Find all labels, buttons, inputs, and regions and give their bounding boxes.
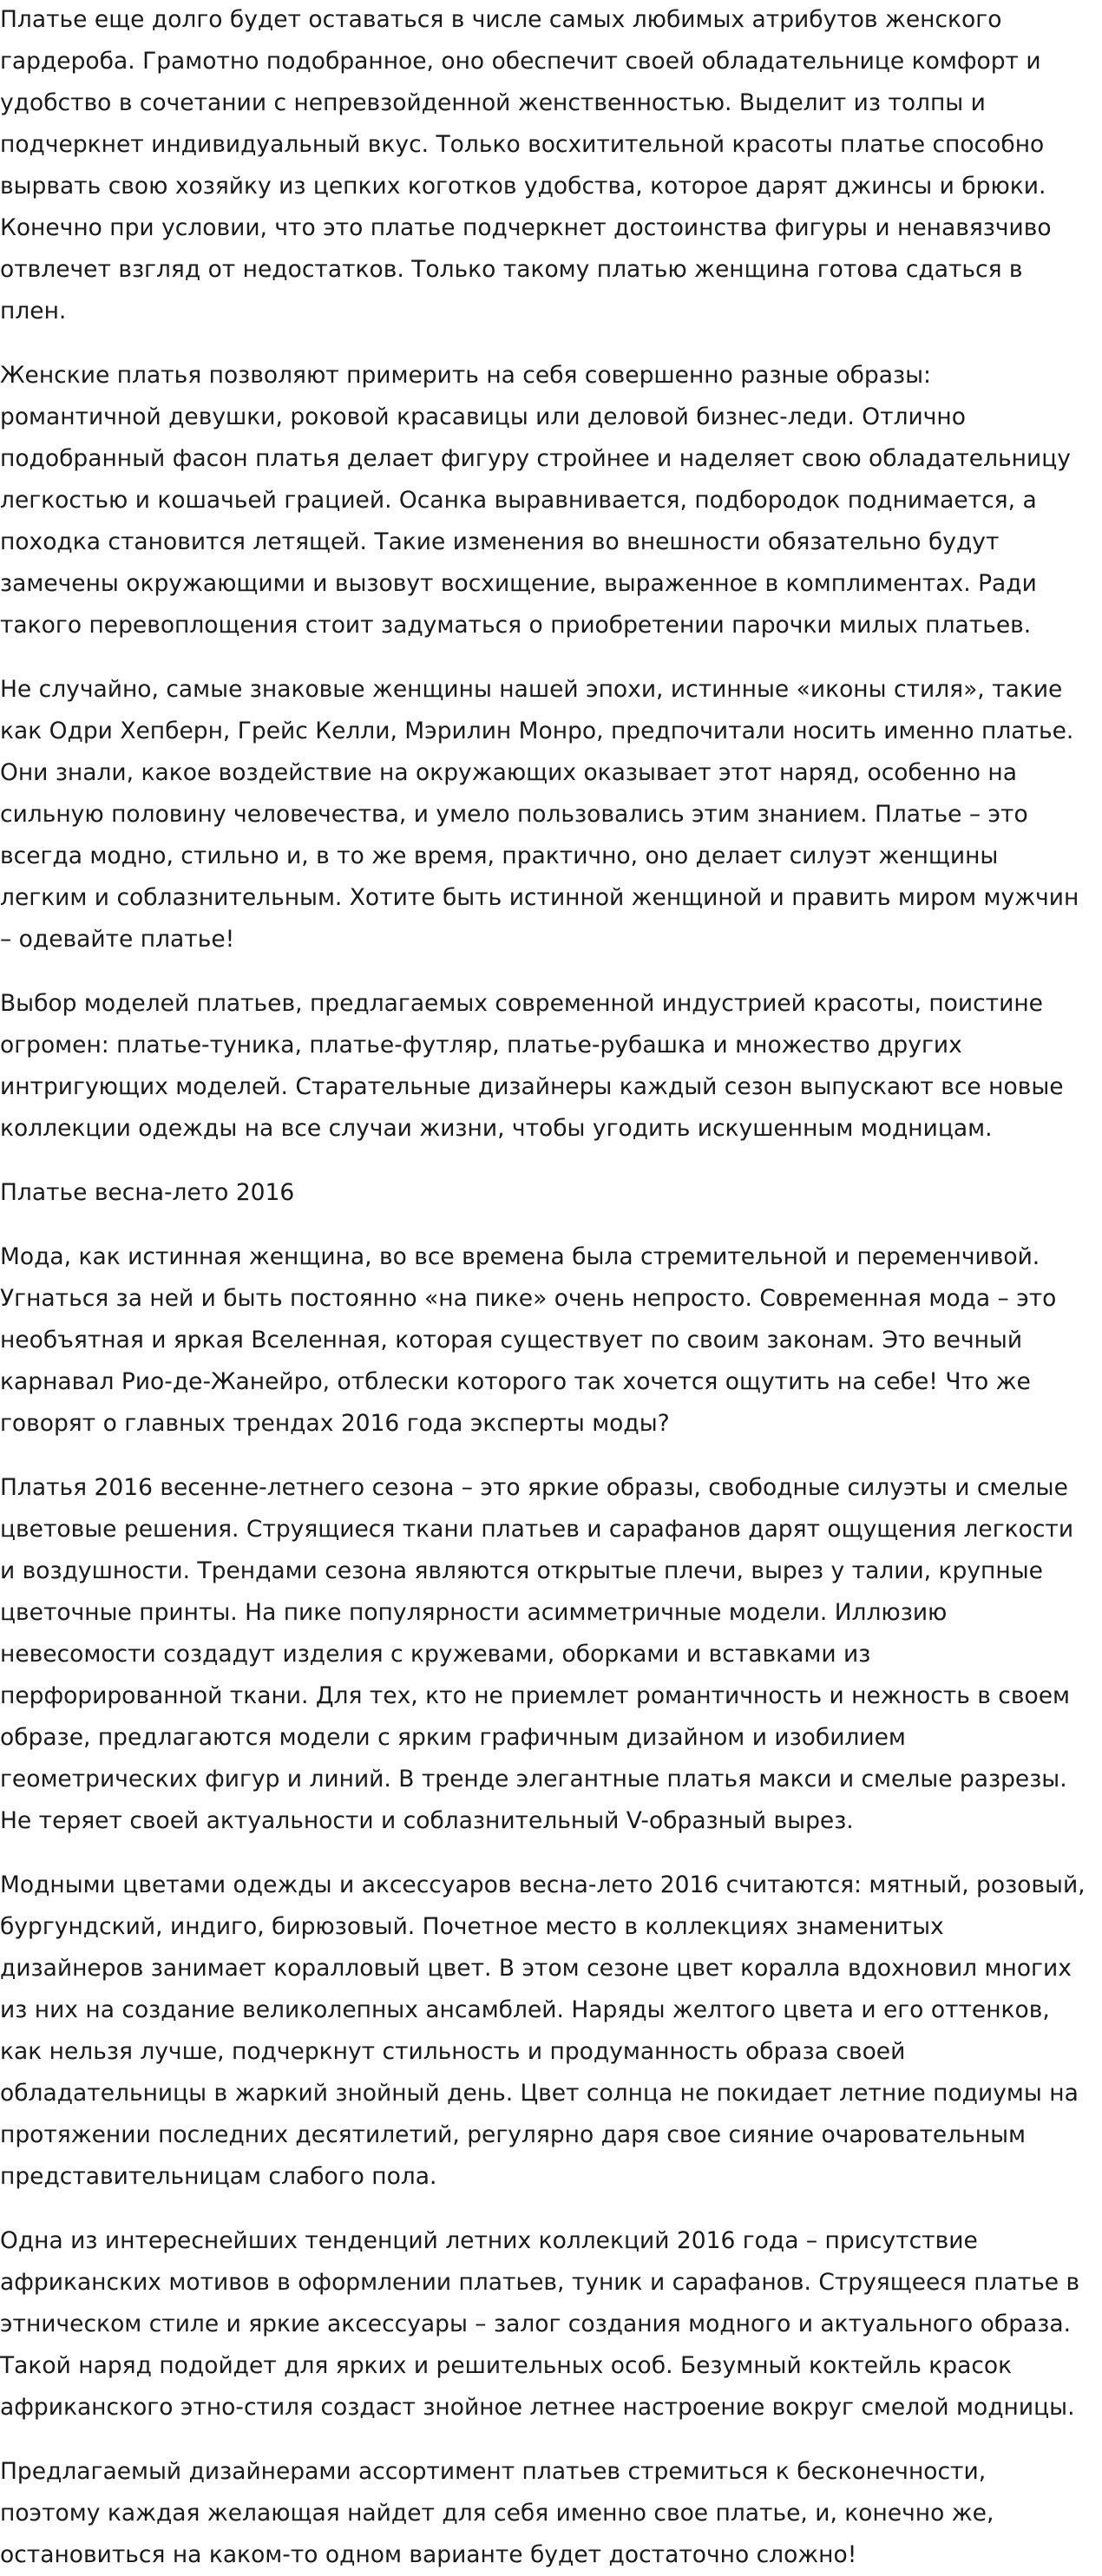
paragraph-colors: Модными цветами одежды и аксессуаров весна-лето 2016 считаются: мятный, розовый, бургундский, индиго, бирюзовый. Почетное место в коллекциях знаменитых дизайнеров занимает коралловый цвет. В этом сезоне цвет коралла вдохновил многих из них на создание великолепных ансамблей. Наряды желтого цвета и его оттенков, как нельзя лучше, подчеркнут стильность и продуманность образа своей обладательницы в жаркий знойный день. Цвет солнца не покидает летние подиумы на протяжении последних десятилетий, регулярно даря свое сияние очаровательным представительницам слабого пола. — [0, 1871, 1086, 2190]
paragraph-fashion: Мода, как истинная женщина, во все времена была стремительной и переменчивой. Угнаться за ней и быть постоянно «на пике» очень непросто. Современная мода – это необъятная и яркая Вселенная, которая существует по своим законам. Это вечный карнавал Рио-де-Жанейро, отблески которого так хочется ощутить на себе! Что же говорят о главных трендах 2016 года эксперты моды? — [0, 1243, 1057, 1437]
section-heading: Платье весна-лето 2016 — [0, 1179, 295, 1206]
paragraph-images: Женские платья позволяют примерить на себя совершенно разные образы: романтичной девушки, роковой красавицы или деловой бизнес-леди. Отлично подобранный фасон платья делает фигуру стройнее и наделяет свою обладательницу легкостью и кошачьей грацией. Осанка выравнивается, подбородок поднимается, а походка становится летящей. Такие изменения во внешности обязательно будут замечены окружающими и вызовут восхищение, выраженное в комплиментах. Ради такого перевоплощения стоит задуматься о приобретении парочки милых платьев. — [0, 362, 1071, 639]
paragraph-conclusion: Предлагаемый дизайнерами ассортимент платьев стремиться к бесконечности, поэтому каждая желающая найдет для себя именно свое платье, и, конечно же, остановиться на каком-то одном варианте будет достаточно сложно! — [0, 2458, 994, 2568]
paragraph-trends: Платья 2016 весенне-летнего сезона – это яркие образы, свободные силуэты и смелые цветовые решения. Струящиеся ткани платьев и сарафанов дарят ощущения легкости и воздушности. Трендами сезона являются открытые плечи, вырез у талии, крупные цветочные принты. На пике популярности асимметричные модели. Иллюзию невесомости создадут изделия с кружевами, оборками и вставками из перфорированной ткани. Для тех, кто не приемлет романтичность и нежность в своем образе, предлагаются модели с ярким графичным дизайном и изобилием геометрических фигур и линий. В тренде элегантные платья макси и смелые разрезы. Не теряет своей актуальности и соблазнительный V-образный вырез. — [0, 1474, 1074, 1834]
paragraph-style-icons: Не случайно, самые знаковые женщины нашей эпохи, истинные «иконы стиля», такие как Одри Хепберн, Грейс Келли, Мэрилин Монро, предпочитали носить именно платье. Они знали, какое воздействие на окружающих оказывает этот наряд, особенно на сильную половину человечества, и умело пользовались этим знанием. Платье – это всегда модно, стильно и, в то же время, практично, оно делает силуэт женщины легким и соблазнительным. Хотите быть истинной женщиной и править миром мужчин – одевайте платье! — [0, 676, 1079, 953]
paragraph-intro: Платье еще долго будет оставаться в числе самых любимых атрибутов женского гардероба. Грамотно подобранное, оно обеспечит своей обладательнице комфорт и удобство в сочетании с непревзойденной женственностью. Выделит из толпы и подчеркнет индивидуальный вкус. Только восхитительной красоты платье способно вырвать свою хозяйку из цепких коготков удобства, которое дарят джинсы и брюки. Конечно при условии, что это платье подчеркнет достоинства фигуры и ненавязчиво отвлечет взгляд от недостатков. Только такому платью женщина готова сдаться в плен. — [0, 6, 1052, 324]
paragraph-african-motifs: Одна из интереснейших тенденций летних коллекций 2016 года – присутствие африканских мотивов в оформлении платьев, туник и сарафанов. Струящееся платье в этническом стиле и яркие аксессуары – залог создания модного и актуального образа. Такой наряд подойдет для ярких и решительных особ. Безумный коктейль красок африканского этно-стиля создаст знойное летнее настроение вокруг смелой модницы. — [0, 2227, 1080, 2421]
paragraph-model-choice: Выбор моделей платьев, предлагаемых современной индустрией красоты, поистине огромен: платье-туника, платье-футляр, платье-рубашка и множество других интригующих моделей. Старательные дизайнеры каждый сезон выпускают все новые коллекции одежды на все случаи жизни, чтобы угодить искушенным модницам. — [0, 990, 1064, 1142]
